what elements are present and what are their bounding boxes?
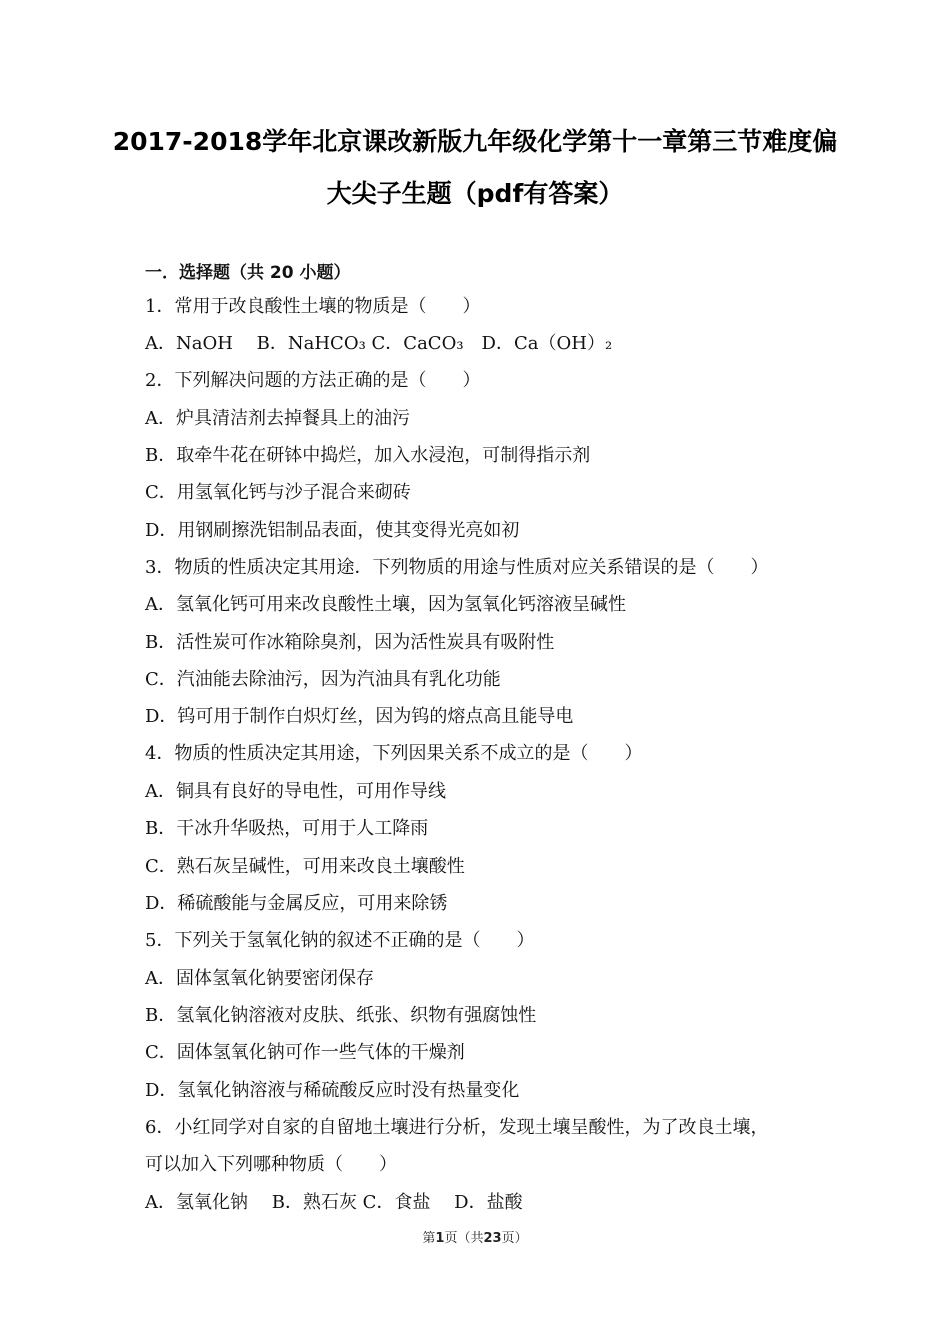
option-line: A．炉具清洁剂去掉餐具上的油污 [145,408,410,429]
option-line: D．氢氧化钠溶液与稀硫酸反应时没有热量变化 [145,1080,520,1101]
option-line: A．铜具有良好的导电性，可用作导线 [145,781,446,802]
section-heading: 一．选择题（共 20 小题） [145,263,351,283]
total-pages: 23 [483,1231,502,1246]
option-line: A．NaOH B．NaHCO₃ C．CaCO₃ D．Ca（OH）₂ [145,333,613,354]
footer-prefix: 第 [422,1231,436,1246]
document-title-line-2: 大尖子生题（pdf有答案） [326,179,624,208]
option-line: A．固体氢氧化钠要密闭保存 [145,968,374,989]
question-line: 4．物质的性质决定其用途，下列因果关系不成立的是（ ） [145,743,643,764]
footer-suffix: 页） [501,1231,528,1246]
option-line: B．取牵牛花在研钵中捣烂，加入水浸泡，可制得指示剂 [145,445,591,466]
option-line: B．活性炭可作冰箱除臭剂，因为活性炭具有吸附性 [145,632,555,653]
question-line: 5．下列关于氢氧化钠的叙述不正确的是（ ） [145,930,535,951]
document-title-line-1: 2017-2018学年北京课改新版九年级化学第十一章第三节难度偏 [112,127,838,156]
page-footer [0,1227,950,1246]
option-line: A．氢氧化钠 B．熟石灰 C．食盐 D．盐酸 [145,1192,523,1213]
option-line: C．用氢氧化钙与沙子混合来砌砖 [145,482,411,503]
option-line: D．钨可用于制作白炽灯丝，因为钨的熔点高且能导电 [145,706,574,727]
question-line: 2．下列解决问题的方法正确的是（ ） [145,370,481,391]
option-line: A．氢氧化钙可用来改良酸性土壤，因为氢氧化钙溶液呈碱性 [145,594,626,615]
question-line: 3．物质的性质决定其用途．下列物质的用途与性质对应关系错误的是（ ） [145,557,769,578]
option-line: D．稀硫酸能与金属反应，可用来除锈 [145,893,448,914]
option-line: B．干冰升华吸热，可用于人工降雨 [145,818,429,839]
footer-middle: 页（共 [444,1231,484,1246]
option-line: C．熟石灰呈碱性，可用来改良土壤酸性 [145,856,465,877]
option-line: B．氢氧化钠溶液对皮肤、纸张、织物有强腐蚀性 [145,1005,537,1026]
question-line: 1．常用于改良酸性土壤的物质是（ ） [145,296,481,317]
current-page-number: 1 [435,1231,445,1246]
question-line: 6．小红同学对自家的自留地土壤进行分析，发现土壤呈酸性，为了改良土壤， [145,1117,769,1138]
option-line: D．用钢刷擦洗铝制品表面，使其变得光亮如初 [145,520,520,541]
question-line: 可以加入下列哪种物质（ ） [145,1154,397,1175]
option-line: C．固体氢氧化钠可作一些气体的干燥剂 [145,1042,465,1063]
option-line: C．汽油能去除油污，因为汽油具有乳化功能 [145,669,501,690]
